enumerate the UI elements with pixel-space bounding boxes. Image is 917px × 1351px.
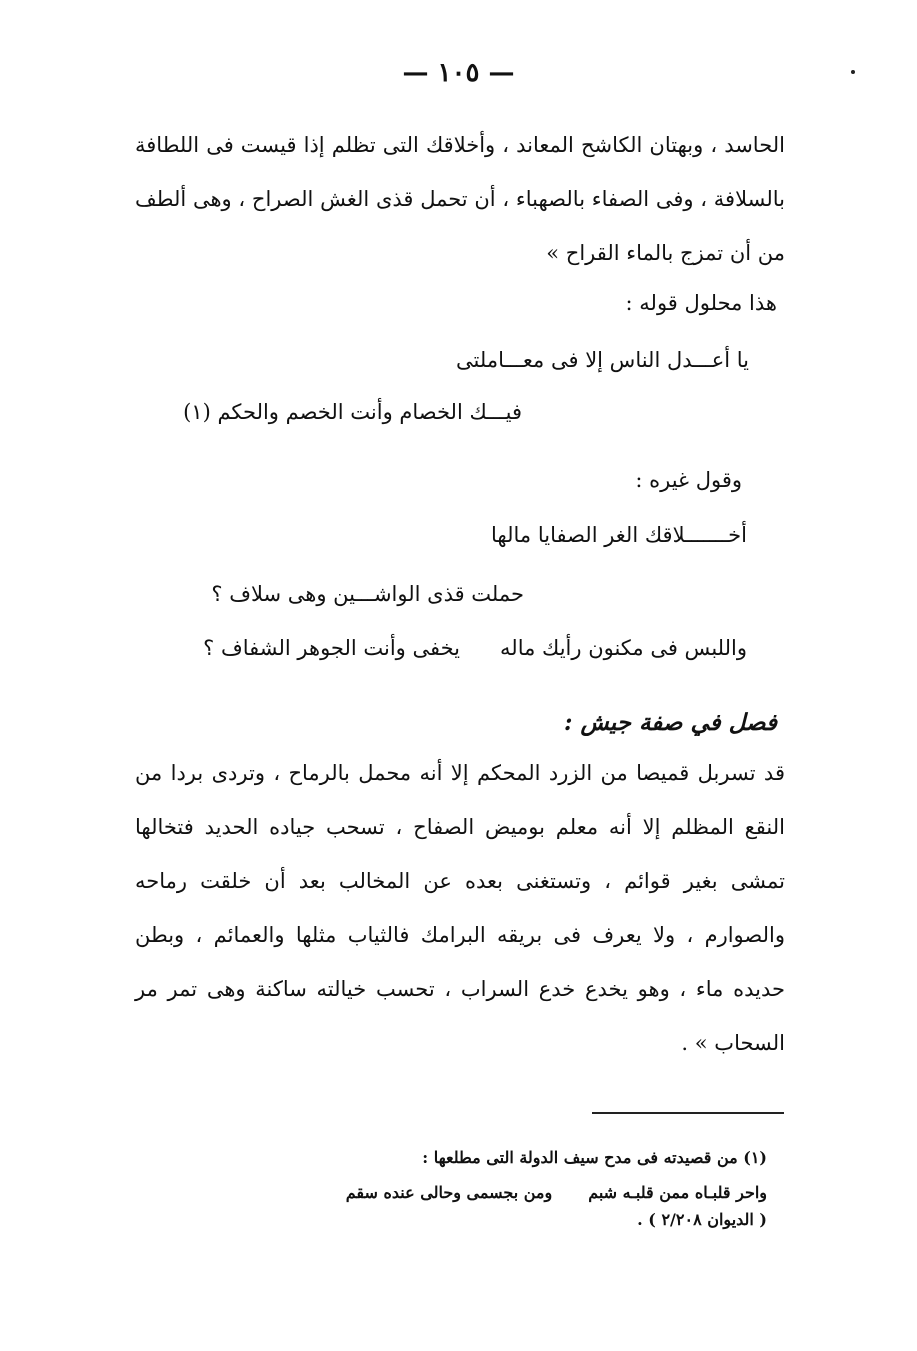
section-heading: فصل في صفة جيش : (563, 709, 777, 736)
footnote-verse-part-1: واحر قلبـاه ممن قلبـه شبم (588, 1183, 767, 1202)
verse-1-first-hemistich: يا أعـــدل الناس إلا فى معـــاملتى (456, 348, 749, 372)
footnote-line-1: (١) من قصيدته فى مدح سيف الدولة التى مطلعها : (422, 1148, 767, 1167)
footnote-line-3: ( الديوان ٢/٢٠٨ ) . (637, 1210, 767, 1229)
body-paragraph-2: قد تسربل قميصا من الزرد المحكم إلا أنه محمل بالرماح ، وتردى بردا من النقع المظلم إلا أنه معلم بوميض الصفاح ، تسحب جياده الحديد فتخالها تمشى بغير قوائم ، وتستغنى بعده عن المخالب بعد أن خلقت رماحه والصوارم ، ولا يعرف فى بريقه البرامك فالثياب مثلها والعمائم ، وبطن حديده ماء ، وهو يخدع خدع السراب ، تحسب خيالته ساكنة وهى تمر مر السحاب » . (135, 761, 785, 1055)
footnote-line-2 (346, 1180, 767, 1206)
verse-1-second-hemistich: فيـــك الخصام وأنت الخصم والحكم (١) (183, 400, 522, 424)
footnote-divider (592, 1112, 784, 1114)
verse-2-first-hemistich: أخـــــــلاقك الغر الصفايا مالها (491, 523, 747, 547)
body-paragraph-1: الحاسد ، وبهتان الكاشح المعاند ، وأخلاقك التى تظلم إذا قيست فى اللطافة بالسلافة ، وفى الصفاء بالصهباء ، أن تحمل قذى الغش الصراح ، وهى ألطف من أن تمزج بالماء القراح » (135, 133, 785, 265)
verse-2-third-line-part-2: يخفى وأنت الجوهر الشفاف ؟ (203, 636, 461, 660)
verse-2-third-line-part-1: واللبس فى مكنون رأيك ماله (500, 636, 747, 660)
footnote-verse-part-2: ومن بجسمى وحالى عنده سقم (345, 1183, 553, 1202)
verse-intro-1: هذا محلول قوله : (625, 291, 777, 315)
margin-dot (851, 70, 855, 74)
verse-2-second-hemistich: حملت قذى الواشـــين وهى سلاف ؟ (211, 582, 524, 606)
verse-intro-2: وقول غيره : (635, 468, 742, 492)
page-number: — ١٠٥ — (402, 58, 515, 88)
verse-2-third-line (203, 628, 747, 668)
